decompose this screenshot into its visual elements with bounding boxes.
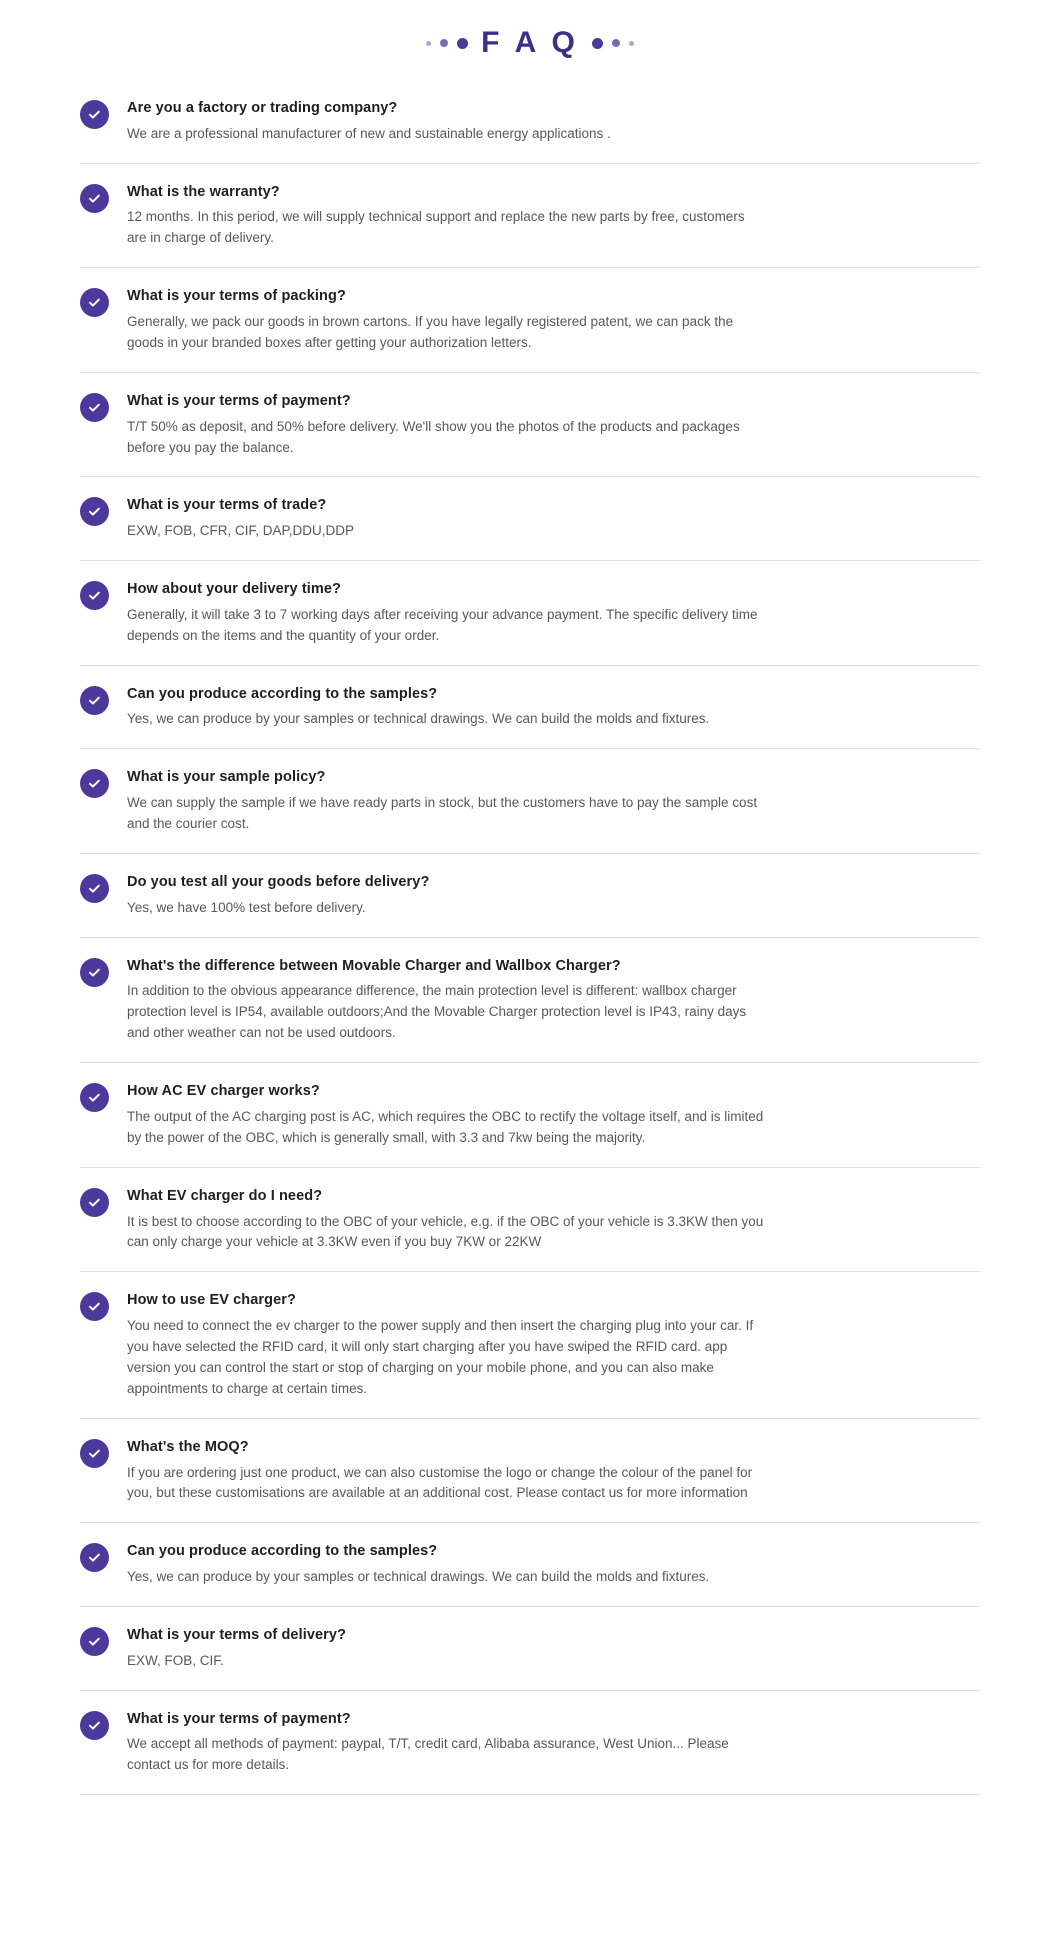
- faq-question: What EV charger do I need?: [127, 1187, 323, 1204]
- faq-text: [127, 1290, 970, 1399]
- faq-text: [127, 956, 970, 1045]
- check-circle-icon: [80, 958, 109, 987]
- faq-answer: You need to connect the ev charger to the power supply and then insert the charging plug into your car. If you have selected the RFID card, it will only start charging after you have swiped the RFID card. app version you can control the start or stop of charging on your mobile phone, and you can also make appointments to charge at certain times.: [127, 1318, 754, 1396]
- faq-answer: T/T 50% as deposit, and 50% before delivery. We'll show you the photos of the products and packages before you pay the balance.: [127, 418, 740, 455]
- faq-text: [127, 495, 970, 542]
- faq-answer: It is best to choose according to the OBC of your vehicle, e.g. if the OBC of your vehicle is 3.3KW then you can only charge your vehicle at 3.3KW even if you buy 7KW or 22KW: [127, 1213, 764, 1250]
- check-circle-icon: [80, 874, 109, 903]
- check-icon-wrap: [80, 1541, 109, 1572]
- faq-item[interactable]: [80, 477, 980, 561]
- dot-large-icon: [457, 38, 468, 49]
- faq-question: Can you produce according to the samples?: [127, 1543, 438, 1560]
- check-icon-wrap: [80, 98, 109, 129]
- faq-question: Are you a factory or trading company?: [127, 100, 398, 116]
- check-circle-icon: [80, 1627, 109, 1656]
- faq-answer: 12 months. In this period, we will supply technical support and replace the new parts by free, customers are in charge of delivery.: [127, 209, 745, 246]
- check-circle-icon: [80, 393, 109, 422]
- check-circle-icon: [80, 288, 109, 317]
- faq-item[interactable]: [80, 268, 980, 373]
- faq-text: [127, 1081, 970, 1149]
- faq-answer: Generally, it will take 3 to 7 working days after receiving your advance payment. The specific delivery time depends on the items and the quantity of your order.: [127, 606, 758, 643]
- faq-text: [127, 286, 970, 354]
- check-icon-wrap: [80, 495, 109, 526]
- faq-answer: We accept all methods of payment: paypal, T/T, credit card, Alibaba assurance, West Union... Please contact us for more details.: [127, 1736, 729, 1773]
- faq-header: [0, 14, 1060, 72]
- faq-question: What is your terms of payment?: [127, 392, 351, 409]
- check-circle-icon: [80, 100, 109, 129]
- faq-answer: Yes, we can produce by your samples or technical drawings. We can build the molds and fixtures.: [127, 1569, 710, 1585]
- dot-small-icon: [426, 41, 431, 46]
- faq-question: Do you test all your goods before delivery?: [127, 873, 430, 890]
- faq-list: [80, 88, 980, 1815]
- header-dots-left: [426, 38, 468, 49]
- faq-question: How about your delivery time?: [127, 581, 341, 598]
- faq-text: [127, 1709, 970, 1777]
- faq-item[interactable]: [80, 1419, 980, 1524]
- faq-text: [127, 182, 970, 250]
- check-circle-icon: [80, 581, 109, 610]
- faq-question: How to use EV charger?: [127, 1292, 296, 1309]
- check-icon-wrap: [80, 1709, 109, 1740]
- faq-text: [127, 579, 970, 647]
- faq-item[interactable]: [80, 1691, 980, 1796]
- faq-answer: EXW, FOB, CIF.: [127, 1652, 224, 1668]
- faq-question: What's the difference between Movable Charger and Wallbox Charger?: [127, 957, 621, 974]
- check-icon-wrap: [80, 182, 109, 213]
- faq-text: [127, 872, 970, 919]
- check-icon-wrap: [80, 1437, 109, 1468]
- faq-question: Can you produce according to the samples?: [127, 685, 438, 702]
- check-icon-wrap: [80, 579, 109, 610]
- faq-item[interactable]: [80, 164, 980, 269]
- faq-question: What is the warranty?: [127, 183, 280, 200]
- faq-item[interactable]: [80, 1523, 980, 1607]
- check-icon-wrap: [80, 286, 109, 317]
- faq-text: [127, 98, 970, 145]
- faq-question: What is your terms of payment?: [127, 1710, 351, 1727]
- faq-answer: If you are ordering just one product, we can also customise the logo or change the colour of the panel for you, but these customisations are available at an additional cost. Please contact us for more information: [127, 1464, 753, 1501]
- faq-item[interactable]: [80, 938, 980, 1064]
- faq-item[interactable]: [80, 88, 980, 164]
- check-circle-icon: [80, 686, 109, 715]
- faq-answer: Yes, we have 100% test before delivery.: [127, 899, 366, 915]
- faq-text: [127, 391, 970, 459]
- check-icon-wrap: [80, 1186, 109, 1217]
- faq-answer: Yes, we can produce by your samples or technical drawings. We can build the molds and fixtures.: [127, 711, 710, 727]
- faq-text: [127, 1625, 970, 1672]
- check-circle-icon: [80, 497, 109, 526]
- faq-answer: Generally, we pack our goods in brown cartons. If you have legally registered patent, we can pack the goods in your branded boxes after getting your authorization letters.: [127, 314, 734, 350]
- check-icon-wrap: [80, 872, 109, 903]
- faq-item[interactable]: [80, 561, 980, 666]
- faq-answer: We are a professional manufacturer of new and sustainable energy applications .: [127, 125, 611, 141]
- check-circle-icon: [80, 1292, 109, 1321]
- check-circle-icon: [80, 1711, 109, 1740]
- faq-text: [127, 684, 970, 731]
- faq-question: What is your terms of packing?: [127, 288, 346, 305]
- faq-item[interactable]: [80, 373, 980, 478]
- check-icon-wrap: [80, 684, 109, 715]
- faq-item[interactable]: [80, 1607, 980, 1691]
- faq-question: What is your terms of delivery?: [127, 1627, 347, 1644]
- faq-item[interactable]: [80, 749, 980, 854]
- faq-answer: In addition to the obvious appearance difference, the main protection level is different: wallbox charger protection level is IP54, available outdoors;And the Movable Charger protection level is IP43, rainy days and other weather can not be used outdoors.: [127, 983, 747, 1041]
- faq-question: What is your sample policy?: [127, 769, 326, 786]
- check-icon-wrap: [80, 1081, 109, 1112]
- faq-answer: EXW, FOB, CFR, CIF, DAP,DDU,DDP: [127, 523, 355, 539]
- faq-question: How AC EV charger works?: [127, 1083, 320, 1100]
- faq-item[interactable]: [80, 854, 980, 938]
- check-icon-wrap: [80, 1290, 109, 1321]
- check-circle-icon: [80, 1543, 109, 1572]
- faq-item[interactable]: [80, 666, 980, 750]
- check-icon-wrap: [80, 391, 109, 422]
- dot-medium-icon: [612, 39, 620, 47]
- faq-text: [127, 767, 970, 835]
- faq-question: What is your terms of trade?: [127, 497, 327, 514]
- check-icon-wrap: [80, 1625, 109, 1656]
- dot-medium-icon: [440, 39, 448, 47]
- check-circle-icon: [80, 1439, 109, 1468]
- faq-question: What's the MOQ?: [127, 1438, 249, 1455]
- page-title: F A Q: [481, 26, 579, 59]
- dot-large-icon: [592, 38, 603, 49]
- faq-text: [127, 1541, 970, 1588]
- check-circle-icon: [80, 1188, 109, 1217]
- faq-answer: We can supply the sample if we have ready parts in stock, but the customers have to pay the sample cost and the courier cost.: [127, 795, 758, 832]
- header-dots-right: [592, 38, 634, 49]
- check-circle-icon: [80, 184, 109, 213]
- faq-text: [127, 1437, 970, 1505]
- check-icon-wrap: [80, 956, 109, 987]
- faq-answer: The output of the AC charging post is AC, which requires the OBC to rectify the voltage itself, and is limited by the power of the OBC, which is generally small, with 3.3 and 7kw being the majority.: [127, 1108, 764, 1145]
- faq-item[interactable]: [80, 1063, 980, 1168]
- check-circle-icon: [80, 1083, 109, 1112]
- faq-item[interactable]: [80, 1168, 980, 1273]
- faq-item[interactable]: [80, 1272, 980, 1418]
- check-icon-wrap: [80, 767, 109, 798]
- dot-small-icon: [629, 41, 634, 46]
- check-circle-icon: [80, 769, 109, 798]
- faq-text: [127, 1186, 970, 1254]
